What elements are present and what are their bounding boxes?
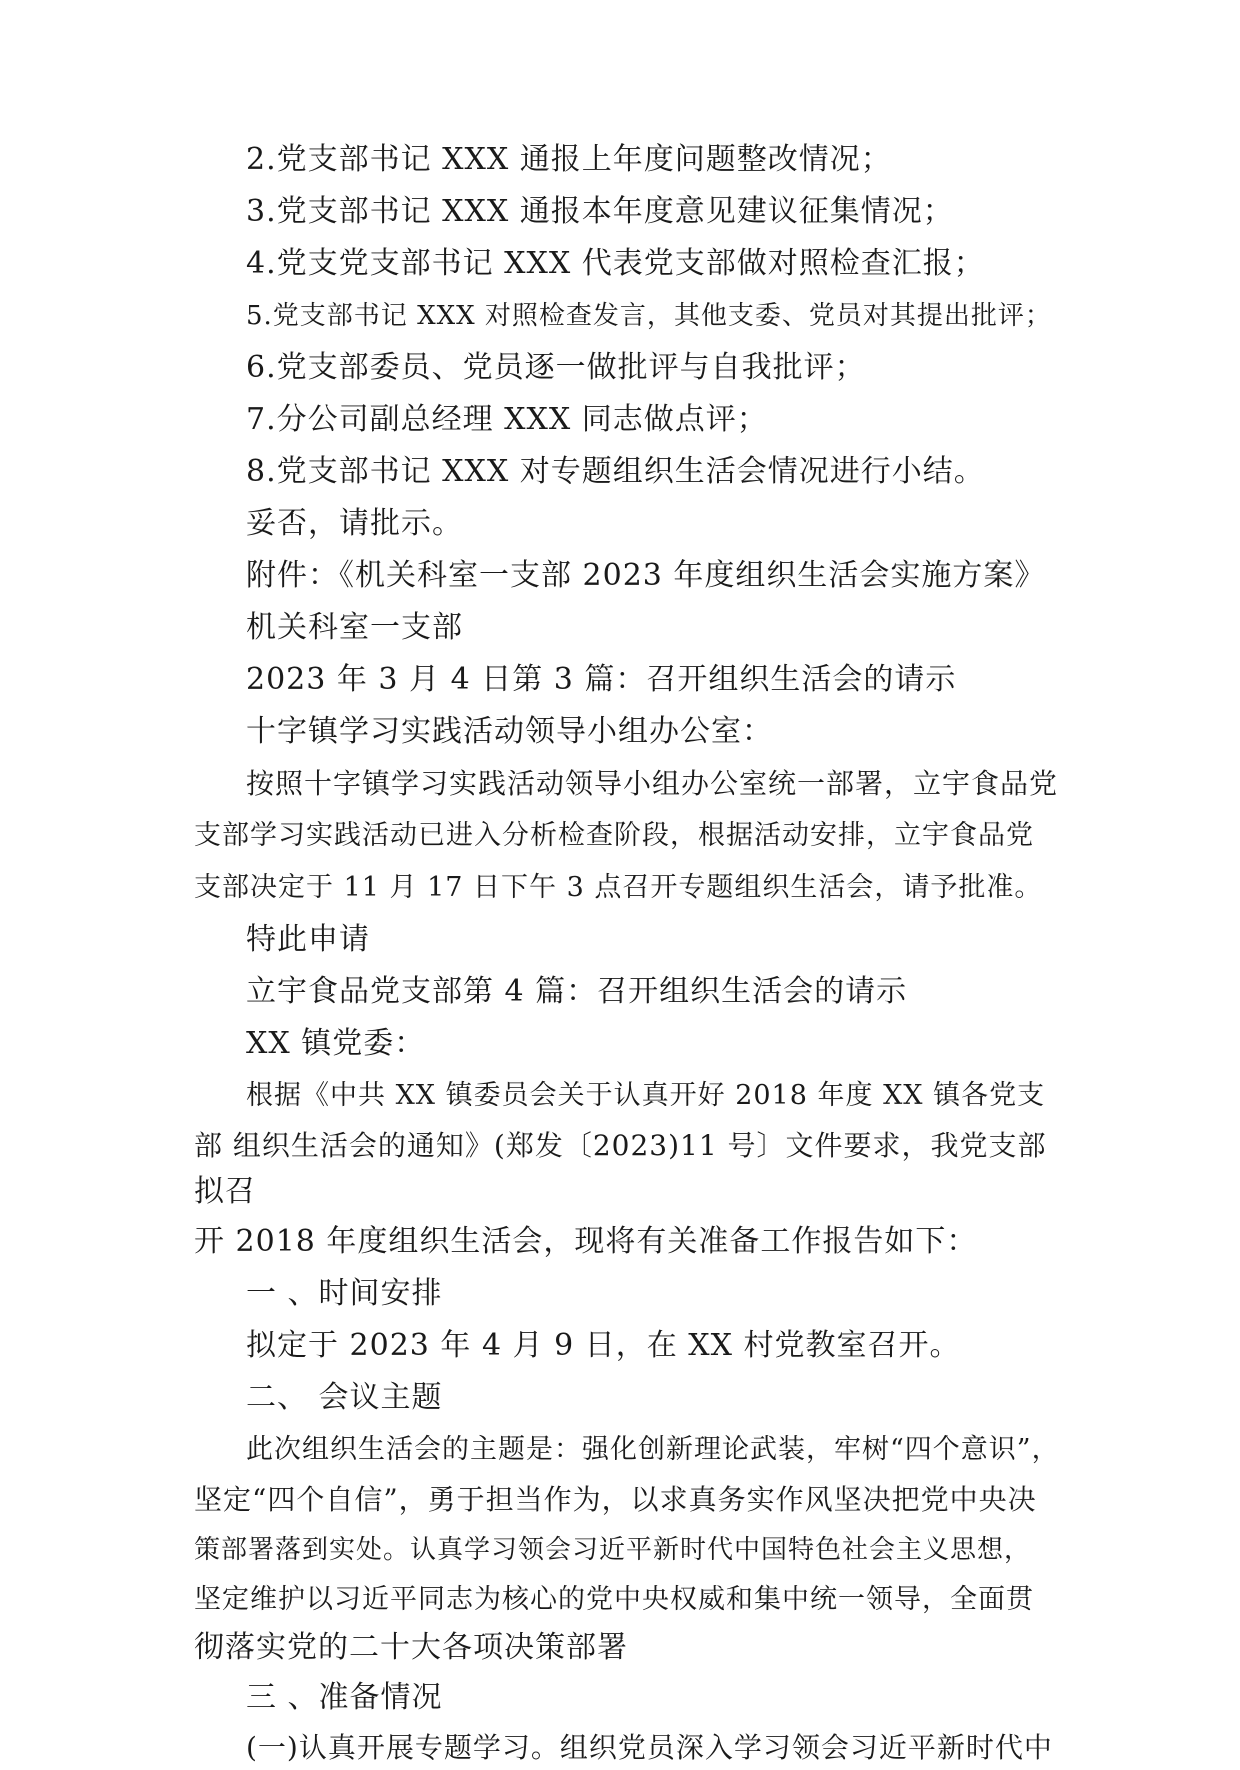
text-line: 3.党支部书记 XXX 通报本年度意见建议征集情况； xyxy=(246,194,954,229)
text-line: 附件：《机关科室一支部 2023 年度组织生活会实施方案》 xyxy=(246,558,1046,593)
text-line: 立宇食品党支部第 4 篇：召开组织生活会的请示 xyxy=(246,974,908,1009)
text-line: 一 、时间安排 xyxy=(246,1276,443,1311)
text-line: 根据《中共 XX 镇委员会关于认真开好 2018 年度 XX 镇各党支 xyxy=(246,1080,1046,1111)
text-line: 2023 年 3 月 4 日第 3 篇：召开组织生活会的请示 xyxy=(246,662,957,697)
text-line: 7.分公司副总经理 XXX 同志做点评； xyxy=(246,402,768,437)
text-line: 按照十字镇学习实践活动领导小组办公室统一部署，立宇食品党 xyxy=(246,767,1059,800)
text-line: 坚定维护以习近平同志为核心的党中央权威和集中统一领导，全面贯 xyxy=(194,1584,1034,1615)
text-line: 4.党支党支部书记 XXX 代表党支部做对照检查汇报； xyxy=(246,246,985,281)
text-line: 8.党支部书记 XXX 对专题组织生活会情况进行小结。 xyxy=(246,454,985,489)
text-line: 三 、准备情况 xyxy=(246,1680,443,1715)
text-line: 策部署落到实处。认真学习领会习近平新时代中国特色社会主义思想， xyxy=(194,1535,1032,1565)
text-line: 机关科室一支部 xyxy=(246,610,463,645)
text-line: (一)认真开展专题学习。组织党员深入学习领会习近平新时代中 xyxy=(246,1731,1053,1764)
text-line: 支部学习实践活动已进入分析检查阶段，根据活动安排，立宇食品党 xyxy=(194,820,1034,851)
text-line: 妥否，请批示。 xyxy=(246,506,463,541)
text-line: 此次组织生活会的主题是：强化创新理论武装，牢树“四个意识”， xyxy=(246,1434,1060,1465)
text-line: 拟定于 2023 年 4 月 9 日，在 XX 村党教室召开。 xyxy=(246,1328,961,1363)
text-line: 二、 会议主题 xyxy=(246,1380,443,1415)
text-line: 5.党支部书记 XXX 对照检查发言，其他支委、党员对其提出批评； xyxy=(246,301,1052,331)
text-line: 坚定“四个自信”，勇于担当作为，以求真务实作风坚决把党中央决 xyxy=(194,1483,1037,1516)
text-line: 特此申请 xyxy=(246,922,370,957)
text-line: 部 组织生活会的通知》(郑发〔2023)11 号〕文件要求，我党支部 xyxy=(194,1129,1047,1162)
text-line: 十字镇学习实践活动领导小组办公室： xyxy=(246,714,773,749)
text-line: 2.党支部书记 XXX 通报上年度问题整改情况； xyxy=(246,142,892,177)
text-line: 开 2018 年度组织生活会，现将有关准备工作报告如下： xyxy=(194,1224,978,1259)
text-line: XX 镇党委： xyxy=(246,1026,426,1061)
text-line: 6.党支部委员、党员逐一做批评与自我批评； xyxy=(246,350,866,385)
text-line: 彻落实党的二十大各项决策部署 xyxy=(194,1630,628,1665)
text-line: 拟召 xyxy=(194,1174,256,1209)
text-line: 支部决定于 11 月 17 日下午 3 点召开专题组织生活会，请予批准。 xyxy=(194,872,1043,903)
